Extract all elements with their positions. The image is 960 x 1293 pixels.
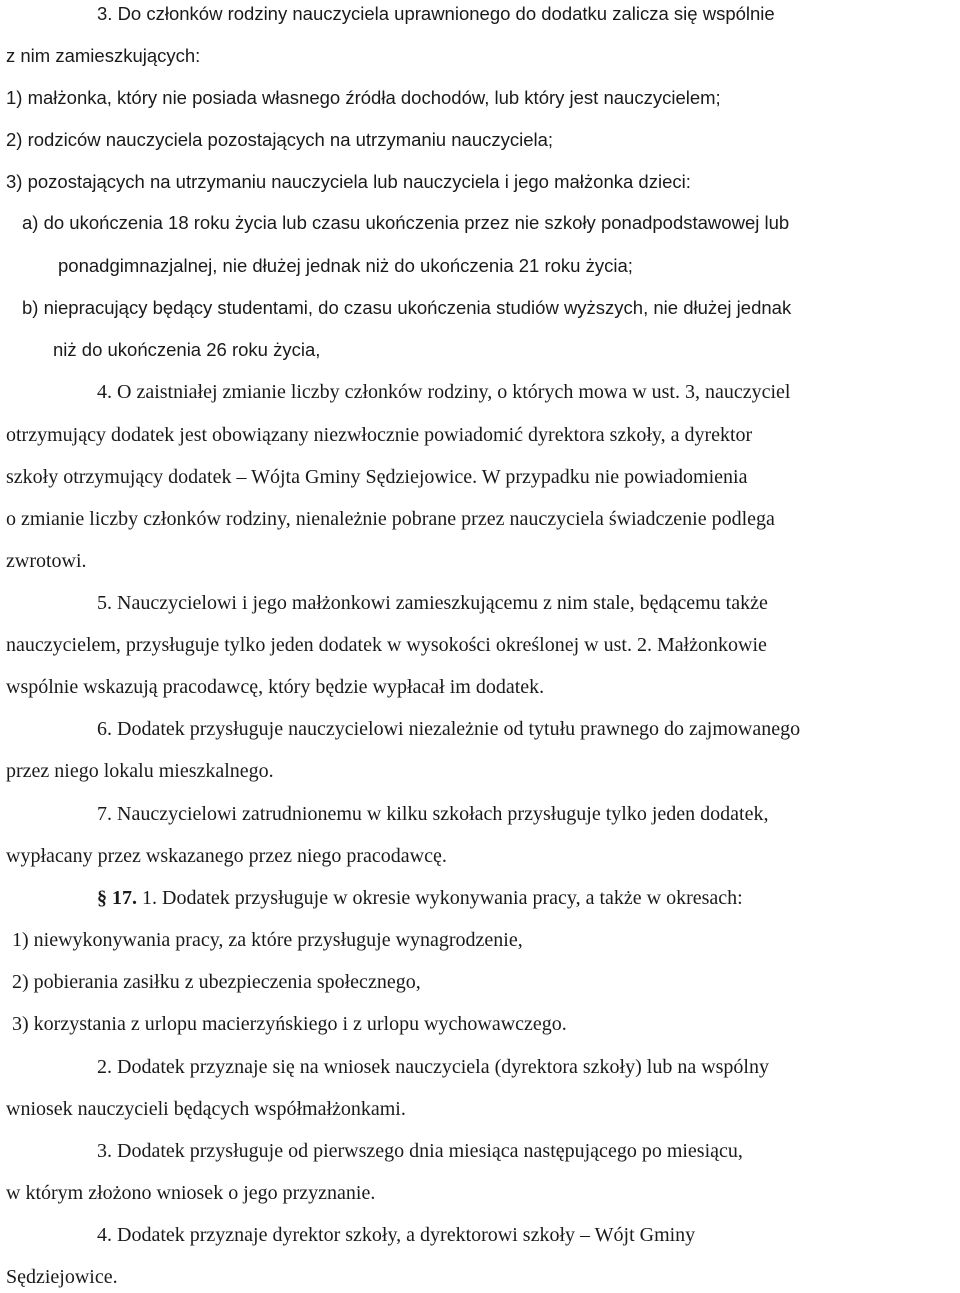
section-17-paragraph-2-line-1: 2. Dodatek przyznaje się na wniosek nauczyciela (dyrektora szkoły) lub na wspólny xyxy=(97,1056,769,1078)
section-17-number: § 17. xyxy=(97,887,137,909)
list-item-2: 2) rodziców nauczyciela pozostających na utrzymaniu nauczyciela; xyxy=(6,129,554,150)
section-17-paragraph-2-line-2: wniosek nauczycieli będących współmałżonkami. xyxy=(6,1098,406,1120)
paragraph-4-line-4: o zmianie liczby członków rodziny, nienależnie pobrane przez nauczyciela świadczenie podlega xyxy=(6,508,775,530)
paragraph-6-line-1: 6. Dodatek przysługuje nauczycielowi niezależnie od tytułu prawnego do zajmowanego xyxy=(97,718,801,740)
paragraph-7-line-2: wypłacany przez wskazanego przez niego pracodawcę. xyxy=(6,845,447,867)
paragraph-6-line-2: przez niego lokalu mieszkalnego. xyxy=(6,760,274,782)
section-17-heading-line xyxy=(97,886,743,910)
paragraph-5-line-1: 5. Nauczycielowi i jego małżonkowi zamieszkującemu z nim stale, będącemu także xyxy=(97,592,768,614)
section-17-paragraph-1: 1. Dodatek przysługuje w okresie wykonywania pracy, a także w okresach: xyxy=(137,887,743,909)
sub-item-b-line-1: b) niepracujący będący studentami, do czasu ukończenia studiów wyższych, nie dłużej jednak xyxy=(22,297,792,318)
section-17-item-3: 3) korzystania z urlopu macierzyńskiego i z urlopu wychowawczego. xyxy=(12,1013,567,1035)
section-17-item-2: 2) pobierania zasiłku z ubezpieczenia społecznego, xyxy=(12,971,421,993)
paragraph-7-line-1: 7. Nauczycielowi zatrudnionemu w kilku szkołach przysługuje tylko jeden dodatek, xyxy=(97,803,769,825)
section-17-item-1: 1) niewykonywania pracy, za które przysługuje wynagrodzenie, xyxy=(12,929,523,951)
paragraph-3-line-1: 3. Do członków rodziny nauczyciela uprawnionego do dodatku zalicza się wspólnie xyxy=(97,3,775,24)
paragraph-4-line-5: zwrotowi. xyxy=(6,550,87,572)
sub-item-b-line-2: niż do ukończenia 26 roku życia, xyxy=(53,339,321,360)
paragraph-3-line-2: z nim zamieszkujących: xyxy=(6,45,201,66)
sub-item-a-line-2: ponadgimnazjalnej, nie dłużej jednak niż do ukończenia 21 roku życia; xyxy=(58,255,633,276)
paragraph-5-line-3: wspólnie wskazują pracodawcę, który będzie wypłacał im dodatek. xyxy=(6,676,545,698)
section-17-paragraph-4-line-1: 4. Dodatek przyznaje dyrektor szkoły, a dyrektorowi szkoły – Wójt Gminy xyxy=(97,1224,696,1246)
sub-item-a-line-1: a) do ukończenia 18 roku życia lub czasu ukończenia przez nie szkoły ponadpodstawowej lub xyxy=(22,212,790,233)
section-17-paragraph-3-line-1: 3. Dodatek przysługuje od pierwszego dnia miesiąca następującego po miesiącu, xyxy=(97,1140,743,1162)
paragraph-4-line-3: szkoły otrzymujący dodatek – Wójta Gminy Sędziejowice. W przypadku nie powiadomienia xyxy=(6,466,748,488)
section-17-paragraph-3-line-2: w którym złożono wniosek o jego przyznanie. xyxy=(6,1182,376,1204)
list-item-3: 3) pozostających na utrzymaniu nauczyciela lub nauczyciela i jego małżonka dzieci: xyxy=(6,171,691,192)
section-17-paragraph-4-line-2: Sędziejowice. xyxy=(6,1266,118,1288)
list-item-1: 1) małżonka, który nie posiada własnego źródła dochodów, lub który jest nauczycielem; xyxy=(6,87,721,108)
paragraph-5-line-2: nauczycielem, przysługuje tylko jeden dodatek w wysokości określonej w ust. 2. Małżonkowie xyxy=(6,634,767,656)
paragraph-4-line-2: otrzymujący dodatek jest obowiązany niezwłocznie powiadomić dyrektora szkoły, a dyrektor xyxy=(6,424,753,446)
paragraph-4-line-1: 4. O zaistniałej zmianie liczby członków rodziny, o których mowa w ust. 3, nauczyciel xyxy=(97,381,791,403)
